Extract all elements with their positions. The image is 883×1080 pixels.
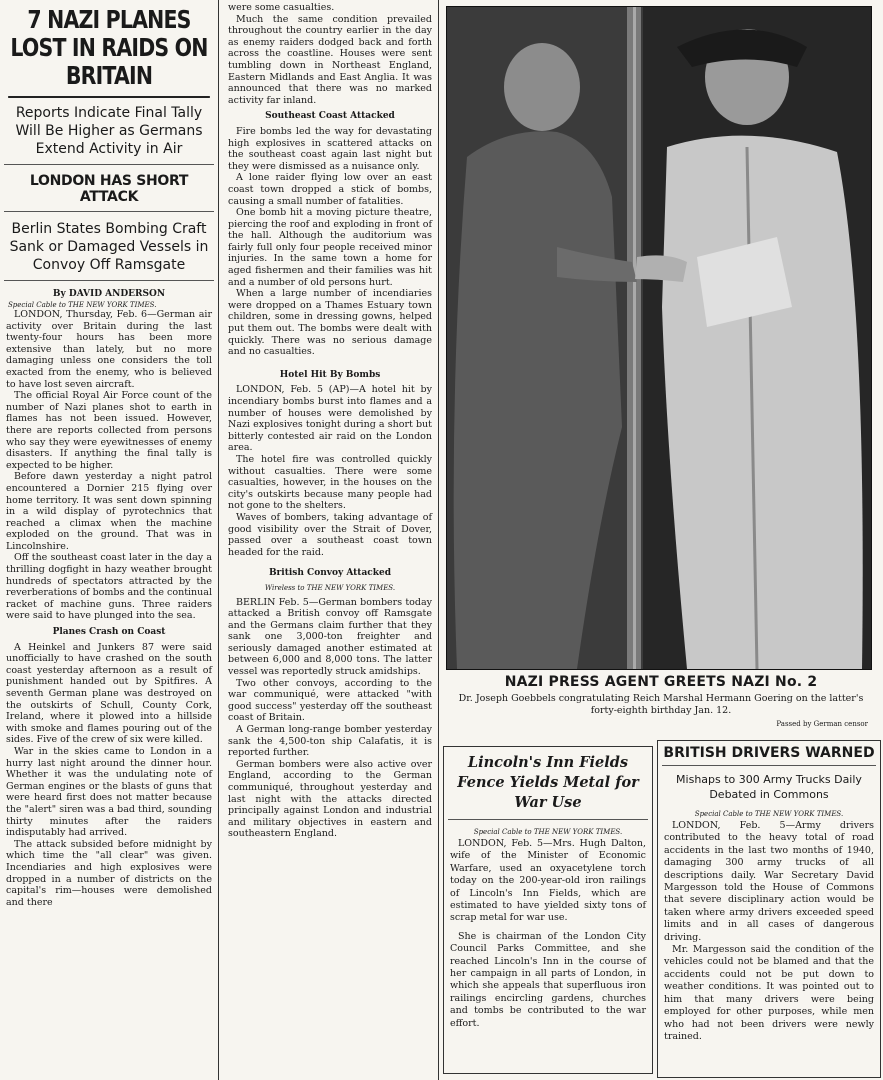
lincoln-dateline: Special Cable to THE NEW YORK TIMES.	[473, 828, 623, 836]
drivers-body	[664, 820, 874, 1043]
paragraph: The attack subsided before midnight by which time the "all clear" was given. Incendiaries and high explosives were dropped in a number of districts on the capital's rim—houses were demolished and there	[6, 838, 212, 908]
photo-caption	[446, 674, 876, 728]
paragraph: The official Royal Air Force count of the number of Nazi planes shot to earth in flames has not been issued. However, there are reports collected from persons who say they were eyewitnesses of enemy disasters. If anything the final tally is expected to be higher.	[6, 390, 212, 471]
paragraph: Mr. Margesson said the condition of the vehicles could not be blamed and that the accidents could not be put down to weather conditions. It was pointed out to him that many drivers were being employed for other purposes, while men who had not been drivers were newly trained.	[664, 944, 874, 1042]
paragraph: A lone raider flying low over an east coast town dropped a stick of bombs, causing a small number of fatalities.	[228, 172, 432, 207]
subhead-hotel: Hotel Hit By Bombs	[279, 369, 381, 380]
photo-title: NAZI PRESS AGENT GREETS NAZI No. 2	[504, 674, 818, 690]
paragraph: Before dawn yesterday a night patrol encountered a Dornier 215 flying over home territory. It was sent down spinning in a wild display of pyrotechnics that reached a climax when the machine exploded on the ground. That was in Lincolnshire.	[6, 471, 212, 552]
drivers-deck: Mishaps to 300 Army Trucks Daily Debated in Commons	[676, 773, 862, 801]
photo-block	[446, 6, 876, 740]
lincoln-body	[450, 838, 646, 1030]
paragraph: A German long-range bomber yesterday sank the 4,500-ton ship Calafatis, it is reported further.	[228, 724, 432, 759]
photo-illustration	[447, 7, 871, 669]
subhead-southeast: Southeast Coast Attacked	[265, 111, 395, 122]
lincoln-headline: Lincoln's Inn Fields Fence Yields Metal for War Use	[448, 753, 648, 820]
drivers-story	[657, 740, 881, 1078]
byline: By DAVID ANDERSON	[52, 289, 166, 299]
paragraph: Off the southeast coast later in the day a thrilling dogfight in hazy weather brought hundreds of spectators attracted by the reverberations of bombs and the continual racket of machine guns. Three raiders were said to have plunged into the sea.	[6, 552, 212, 622]
paragraph: She is chairman of the London City Council Parks Committee, and she reached Lincoln's Inn in the course of her campaign in all parts of London, in which she appeals that superfluous iron railings encircling gardens, churches and tombs be contributed to the war effort.	[450, 930, 646, 1029]
news-photo	[446, 6, 872, 670]
paragraph: German bombers were also active over England, according to the German communiqué, throughout yesterday and last night with the attacks directed principally against London and industrial and military objectives in eastern and southeastern England.	[228, 758, 432, 840]
paragraph: War in the skies came to London in a hurry last night around the dinner hour. Whether it was the undulating note of German engines or the blasts of guns that were heard first does not matter because the "alert" siren was a bad third, sounding thirty minutes after the raiders indisputably had arrived.	[6, 745, 212, 839]
main-deck-2: LONDON HAS SHORT ATTACK	[4, 173, 214, 212]
paragraph: A Heinkel and Junkers 87 were said unofficially to have crashed on the south coast yesterday afternoon as a result of punishment handed out by Spitfires. A seventh German plane was destroyed on the outskirts of Schull, County Cork, Ireland, where it plowed into a hillside with smoke and flames pouring out of the sides. Five of the crew of six were killed.	[6, 641, 212, 746]
dateline: Special Cable to THE NEW YORK TIMES.	[8, 301, 157, 309]
main-headline: 7 NAZI PLANES LOST IN RAIDS ON BRITAIN	[8, 6, 210, 98]
paragraph: Fire bombs led the way for devastating high explosives in scattered attacks on the southeast coast again last night but they were dismissed as a nuisance only.	[228, 125, 432, 172]
subhead-convoy: British Convoy Attacked	[268, 568, 392, 579]
main-body	[6, 309, 212, 908]
continuation-column	[222, 0, 439, 1080]
paragraph: were some casualties.	[228, 2, 335, 13]
paragraph: BERLIN Feb. 5—German bombers today attacked a British convoy off Ramsgate and the Germans claim further that they sank one 3,000-ton freighter and seriously damaged another estimated at between 6,000 and 8,000 tons. The latter vessel was reportedly struck amidships.	[228, 596, 432, 678]
censor-note: Passed by German censor	[776, 720, 868, 728]
credit: Wireless to THE NEW YORK TIMES.	[264, 583, 396, 592]
paragraph: LONDON, Feb. 5 (AP)—A hotel hit by incendiary bombs burst into flames and a number of houses were demolished by Nazi explosives tonight during a short but bitterly contested air raid on the London area.	[228, 384, 432, 454]
paragraph: LONDON, Feb. 5—Army drivers contributed to the heavy total of road accidents in the last two months of 1940, damaging 300 army trucks of all descriptions daily. War Secretary David Margesson told the House of Commons that severe disciplinary action would be taken where army drivers exceeded speed limits and in all cases of dangerous driving.	[664, 820, 874, 943]
drivers-dateline: Special Cable to THE NEW YORK TIMES.	[694, 810, 844, 818]
paragraph: Much the same condition prevailed throughout the country earlier in the day as enemy raiders dodged back and forth across the coastline. Houses were sent tumbling down in Northeast England, Eastern Midlands and East Anglia. It was announced that there was no marked activity far inland.	[228, 13, 432, 106]
paragraph: Waves of bombers, taking advantage of good visibility over the Strait of Dover, passed over a southeast coast town headed for the raid.	[228, 511, 432, 558]
column2-body	[228, 2, 432, 840]
paragraph: The hotel fire was controlled quickly without casualties. There were some casualties, however, in the houses on the city's outskirts because many people had not gone to the shelters.	[228, 453, 432, 512]
paragraph: Two other convoys, according to the war communiqué, were attacked "with good success" yesterday off the southeast coast of Britain.	[228, 677, 432, 724]
paragraph: LONDON, Feb. 5—Mrs. Hugh Dalton, wife of the Minister of Economic Warfare, used an oxyacetylene torch today on the 200-year-old iron railings of Lincoln's Inn Fields, which are estimated to have yielded sixty tons of scrap metal for war use.	[450, 838, 646, 924]
paragraph: LONDON, Thursday, Feb. 6—German air activity over Britain during the last twenty-four hours has been more extensive than lately, but no more damaging unless one considers the toll exacted from the enemy, who is believed to have lost seven aircraft.	[6, 309, 212, 390]
main-deck-1: Reports Indicate Final Tally Will Be Higher as Germans Extend Activity in Air	[4, 104, 214, 165]
photo-caption-text: Dr. Joseph Goebbels congratulating Reich Marshal Hermann Goering on the latter's forty-eighth birthday Jan. 12.	[458, 693, 864, 716]
main-story-column	[0, 0, 219, 1080]
subhead-planes-crash: Planes Crash on Coast	[52, 627, 166, 638]
paragraph: One bomb hit a moving picture theatre, piercing the roof and exploding in front of the hall. Although the auditorium was fairly full only four people received minor injuries. In the same town a home for aged fishermen and their families was hit and a number of old persons hurt.	[228, 207, 432, 288]
main-deck-3: Berlin States Bombing Craft Sank or Damaged Vessels in Convoy Off Ramsgate	[4, 220, 214, 281]
drivers-headline: BRITISH DRIVERS WARNED	[662, 745, 876, 766]
paragraph: When a large number of incendiaries were dropped on a Thames Estuary town children, some in dressing gowns, helped put them out. The bombs were dealt with quickly. There was no serious damage and no casualties.	[228, 288, 432, 358]
lincoln-inn-story	[443, 746, 653, 1074]
